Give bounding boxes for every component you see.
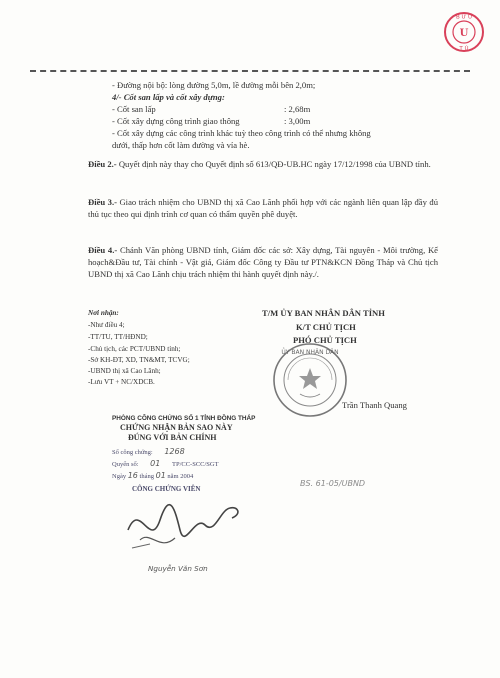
recipient-item: -Sở KH-ĐT, XD, TN&MT, TCVG;	[88, 356, 190, 364]
recipient-item: -Chủ tịch, các PCT/UBND tỉnh;	[88, 345, 181, 353]
recipients-title: Nơi nhận:	[88, 309, 119, 317]
article-3-text: Giao trách nhiệm cho UBND thị xã Cao Lãnh phối hợp với các ngành liên quan lập đầy đủ thủ tục theo qui định trình cơ quan có thẩm quyền phê duyệt.	[88, 197, 438, 219]
article-2-text: Quyết định này thay cho Quyết định số 613/QĐ-UB.HC ngày 17/12/1998 của UBND tỉnh.	[118, 159, 431, 169]
notary-date-year: 2004	[180, 473, 194, 480]
spec-row-2-value: : 3,00m	[284, 116, 311, 126]
notary-officer-title: CÔNG CHỨNG VIÊN	[132, 485, 201, 493]
article-2	[88, 158, 438, 170]
notary-officer-name: Nguyễn Văn Sơn	[148, 564, 208, 573]
article-4-text: Chánh Văn phòng UBND tỉnh, Giám đốc các sở: Xây dựng, Tài nguyên - Môi trường, Kế hoạch&Đầu tư, Tài chính - Vật giá, Giám đốc Công ty Đầu tư PTN&KCN Đồng Tháp và Chủ tịch UBND thị xã Cao Lãnh chịu trách nhiệm thi hành quyết định này./.	[88, 245, 438, 279]
notary-certify-2: ĐÚNG VỚI BẢN CHÍNH	[128, 433, 217, 442]
spec-row-2-label: - Cốt xây dựng công trình giao thông	[112, 116, 240, 126]
notary-date-row: Ngày 16 tháng 01 năm 2004	[112, 471, 194, 480]
svg-text:ỦY BAN NHÂN DÂN: ỦY BAN NHÂN DÂN	[281, 349, 339, 356]
article-4-label: Điều 4.-	[88, 245, 118, 255]
handwritten-note: BS. 61-05/UBND	[300, 479, 366, 488]
notary-number-value: 1268	[164, 447, 185, 456]
top-separator	[30, 70, 470, 72]
recipient-item: -Lưu VT + NC/XDCB.	[88, 378, 155, 386]
spec-row-1-value: : 2,68m	[284, 104, 311, 114]
notary-book-value: 01	[150, 459, 161, 468]
signature-line-1: T/M ỦY BAN NHÂN DÂN TỈNH	[262, 308, 385, 318]
notary-signature	[120, 490, 250, 560]
article-4	[88, 244, 438, 280]
notary-office: PHÒNG CÔNG CHỨNG SỐ 1 TỈNH ĐỒNG THÁP	[112, 415, 256, 422]
svg-text:B Ử U: B Ử U	[455, 14, 473, 21]
notary-stamp	[112, 414, 262, 493]
notary-number-row	[112, 447, 262, 459]
recipient-item: -UBND thị xã Cao Lãnh;	[88, 367, 161, 375]
levels-heading: 4/- Cốt san lấp và cốt xây dựng:	[112, 92, 225, 102]
spec-row-3a: - Cốt xây dựng các công trình khác tuỳ theo công trình có thể nhưng không	[112, 128, 371, 138]
notary-date-day: 16	[127, 471, 138, 480]
recipient-item: -Như điều 4;	[88, 321, 125, 329]
notary-signature-graphic	[120, 490, 250, 560]
copy-stamp	[442, 10, 486, 54]
copy-stamp-graphic	[442, 10, 486, 54]
svg-text:U: U	[459, 28, 469, 39]
spec-row-1-label: - Cốt san lấp	[112, 104, 156, 114]
signature-line-3: PHÓ CHỦ TỊCH	[293, 335, 357, 345]
official-seal-graphic	[270, 340, 350, 420]
notary-number-label: Số công chứng:	[112, 449, 153, 456]
notary-book-code: TP/CC-SCC/SGT	[171, 461, 219, 468]
notary-date-month: 01	[155, 471, 166, 480]
recipient-item: -TT/TU, TT/HĐND;	[88, 333, 148, 341]
article-3-label: Điều 3.-	[88, 197, 117, 207]
notary-book-label: Quyển số:	[112, 461, 139, 468]
notary-book-row	[112, 459, 262, 471]
article-2-label: Điều 2.-	[88, 159, 117, 169]
notary-certify-1: CHỨNG NHẬN BẢN SAO NÀY	[120, 423, 233, 432]
svg-text:T Ú: T Ú	[459, 46, 469, 52]
road-line: - Đường nội bộ: lòng đường 5,0m, lề đường mỗi bên 2,0m;	[112, 80, 316, 90]
official-seal	[270, 340, 350, 420]
signer-name: Trần Thanh Quang	[342, 400, 407, 410]
article-3	[88, 196, 438, 220]
signature-line-2: K/T CHỦ TỊCH	[296, 322, 356, 332]
spec-row-3b: dưới, thấp hơn cốt làm đường và vỉa hè.	[112, 140, 250, 150]
notary-date-label: Ngày	[112, 473, 127, 480]
